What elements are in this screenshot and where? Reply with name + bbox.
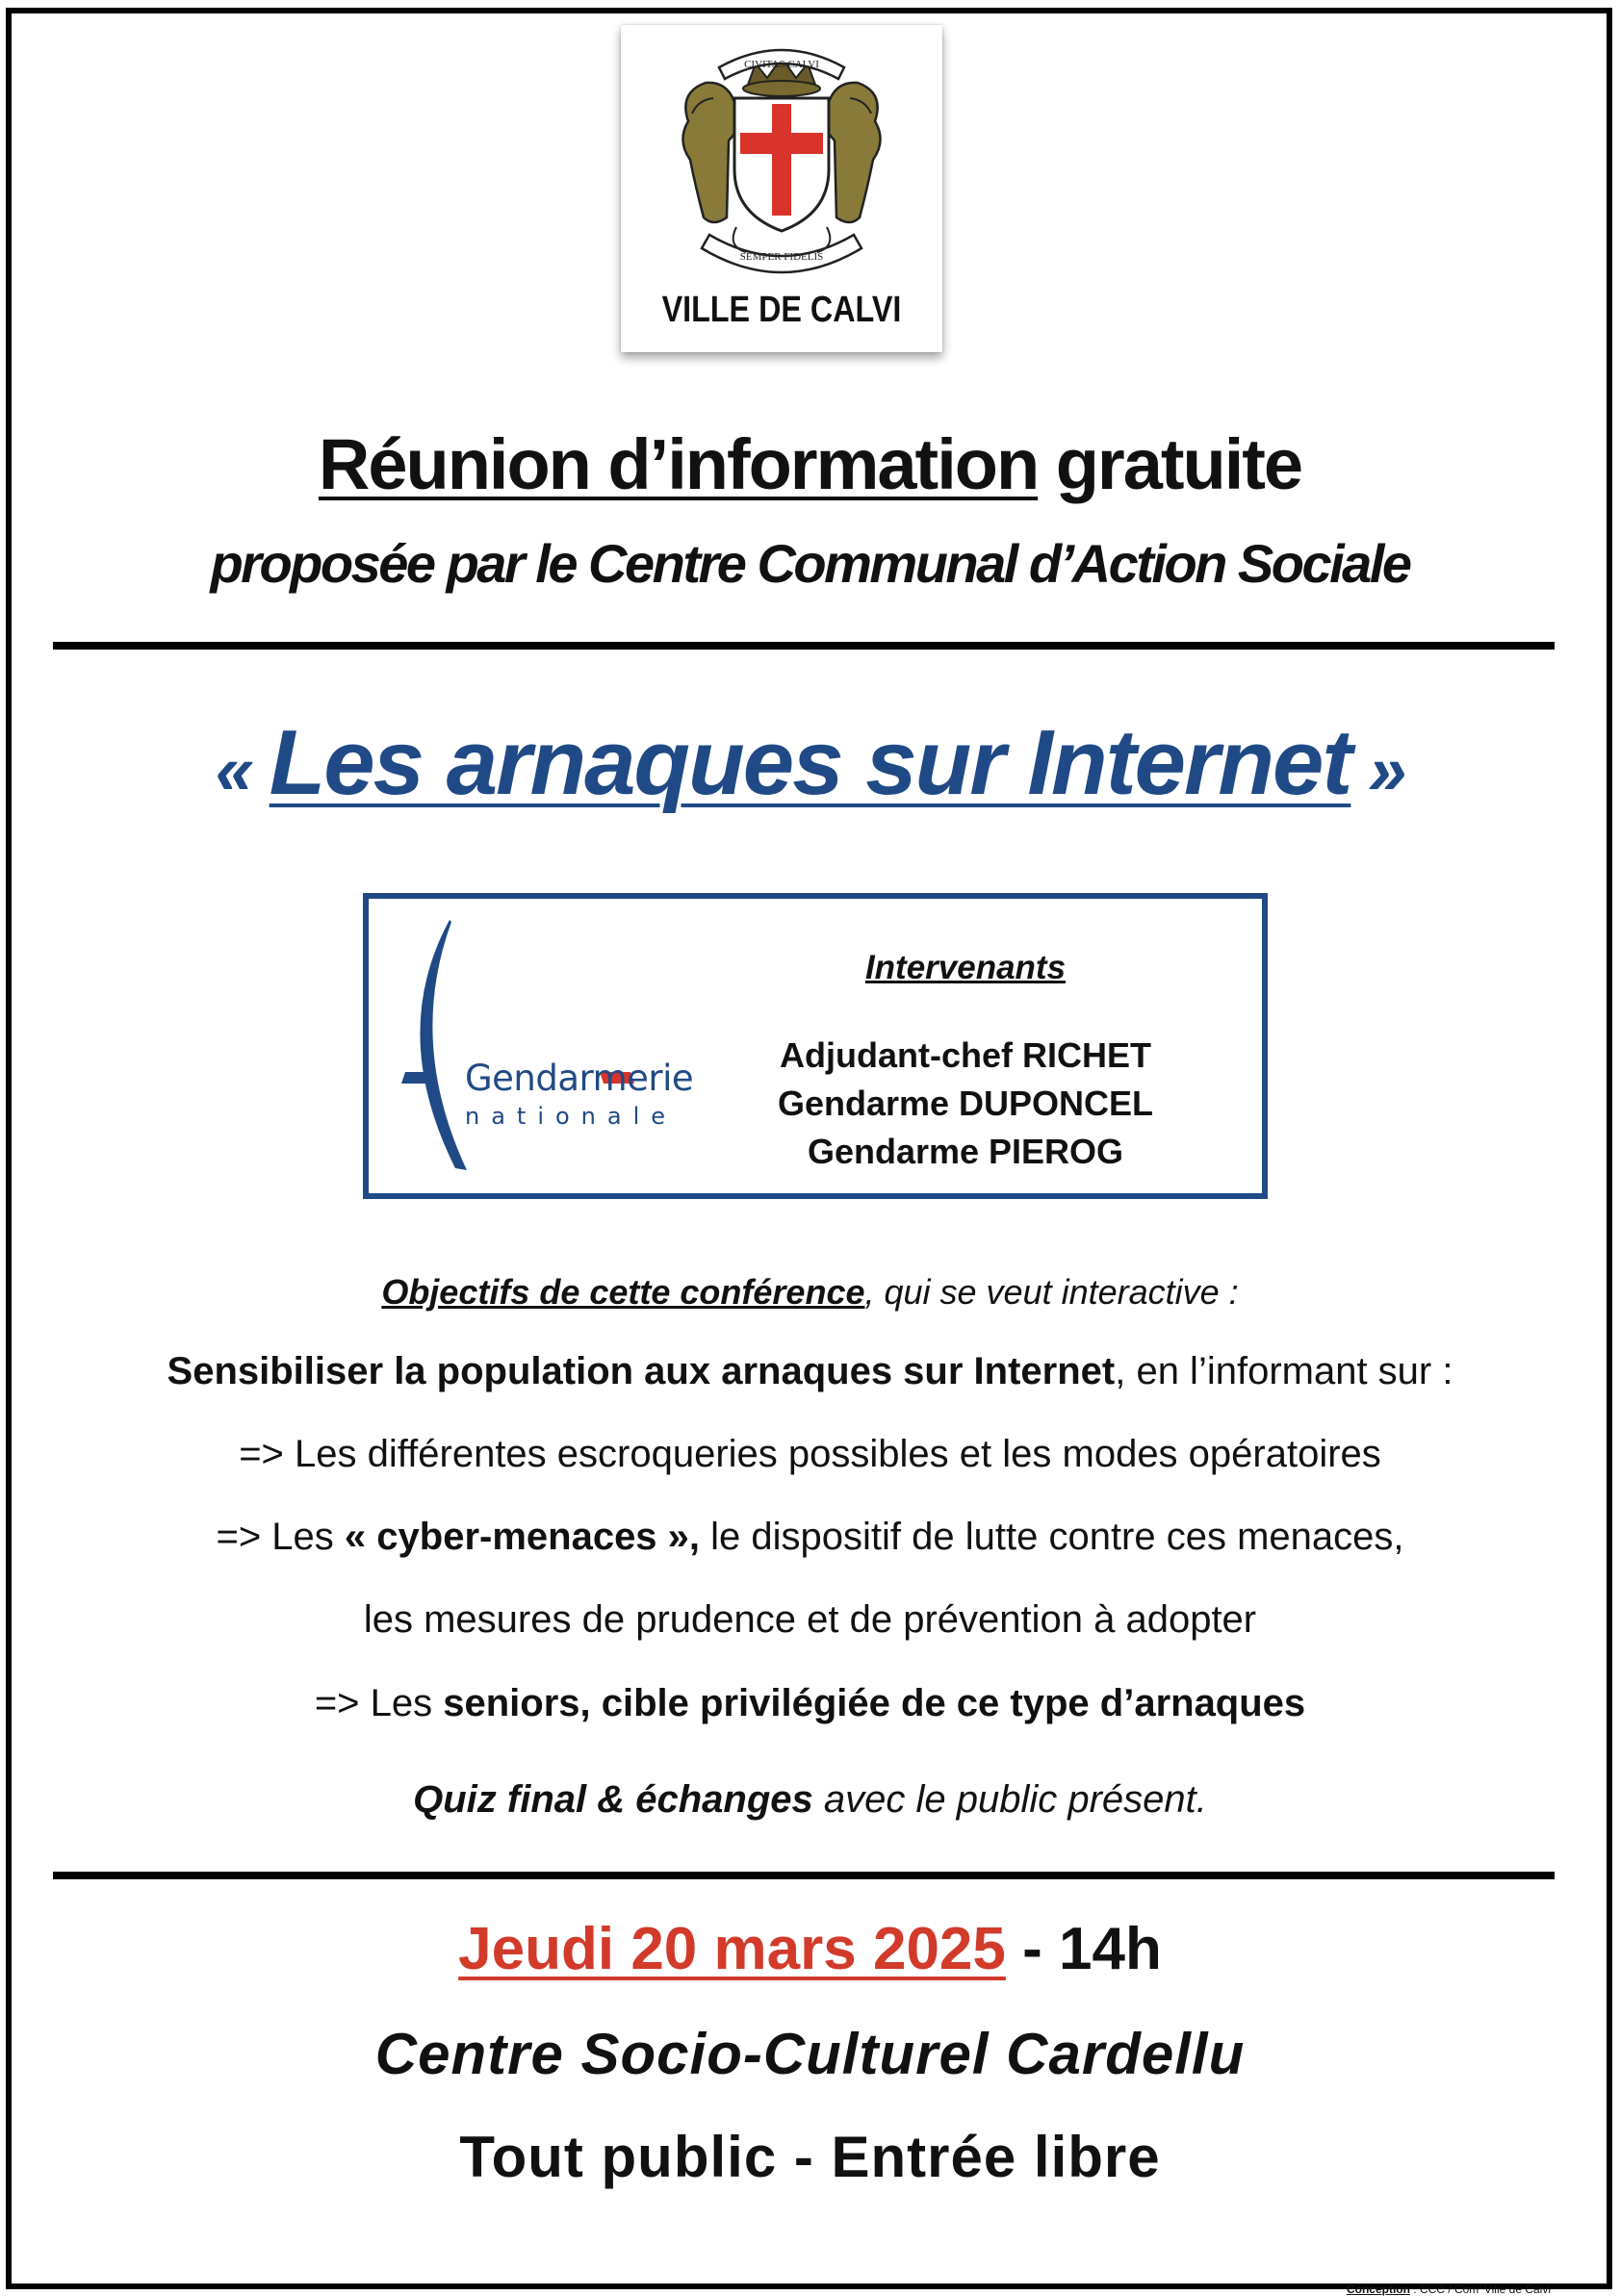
credit-line — [1347, 2283, 1551, 2296]
speaker-name: Gendarme PIEROG — [807, 1132, 1124, 1171]
divider-top — [53, 642, 1555, 650]
speaker-name: Gendarme DUPONCEL — [777, 1084, 1154, 1123]
gendarmerie-wordmark: Gendarmerie — [465, 1058, 694, 1099]
title-rest: gratuite — [1038, 424, 1302, 504]
objective-text: le dispositif de lutte contre ces menaces, — [700, 1516, 1404, 1558]
speakers-list — [763, 1032, 1168, 1176]
objective-line — [0, 1682, 1620, 1725]
quiz-line — [0, 1778, 1620, 1822]
objective-bold: Sensibiliser la population aux arnaques sur Internet — [167, 1350, 1116, 1392]
gendarmerie-subtitle: nationale — [465, 1103, 678, 1130]
quiz-bold: Quiz final & échanges — [413, 1778, 813, 1821]
objective-bold: « cyber-menaces », — [344, 1516, 701, 1558]
objective-text: => Les — [314, 1682, 444, 1724]
conference-title-text: Les arnaques sur Internet — [269, 711, 1351, 814]
speaker-name: Adjudant-chef RICHET — [780, 1035, 1151, 1075]
objective-text: , en l’informant sur : — [1115, 1350, 1453, 1392]
open-quote: « — [215, 732, 270, 809]
coat-of-arms-icon — [621, 25, 942, 285]
event-date — [0, 1915, 1620, 1983]
objectives-heading-rest: , qui se veut interactive : — [864, 1272, 1239, 1312]
objective-line — [0, 1350, 1620, 1393]
title-underlined: Réunion d’information — [318, 424, 1039, 504]
page-subtitle: proposée par le Centre Communal d’Action Sociale — [210, 533, 1410, 594]
quiz-text: avec le public présent. — [812, 1778, 1207, 1821]
objective-bold: seniors, cible privilégiée de ce type d’arnaques — [443, 1682, 1306, 1724]
credit-text: : CCC / Com’ Ville de Calvi — [1409, 2283, 1551, 2296]
credit-label: Conception — [1346, 2283, 1410, 2296]
divider-bottom — [53, 1872, 1555, 1879]
speakers-box — [363, 893, 1268, 1199]
event-date-text: Jeudi 20 mars 2025 — [458, 1916, 1006, 1982]
objectives-heading-bold: Objectifs de cette conférence — [381, 1272, 865, 1312]
page-title — [0, 423, 1620, 505]
city-logo — [621, 25, 942, 352]
logo-motto-bottom: SEMPER FIDELIS — [739, 251, 824, 263]
logo-motto-top: CIVITAS CALVI — [744, 59, 819, 70]
conference-title — [0, 710, 1620, 816]
city-name: VILLE DE CALVI — [661, 290, 902, 330]
event-time: - 14h — [1005, 1916, 1162, 1982]
event-audience: Tout public - Entrée libre — [459, 2125, 1161, 2189]
objective-line: => Les différentes escroqueries possibles et les modes opératoires — [239, 1433, 1381, 1475]
event-place: Centre Socio-Culturel Cardellu — [374, 2022, 1246, 2086]
objectives-heading — [0, 1272, 1620, 1313]
close-quote: » — [1350, 732, 1405, 809]
objective-line — [0, 1516, 1620, 1559]
speakers-heading: Intervenants — [864, 949, 1067, 986]
objective-line: les mesures de prudence et de prévention à adopter — [363, 1598, 1257, 1641]
objective-text: => Les — [216, 1516, 345, 1558]
